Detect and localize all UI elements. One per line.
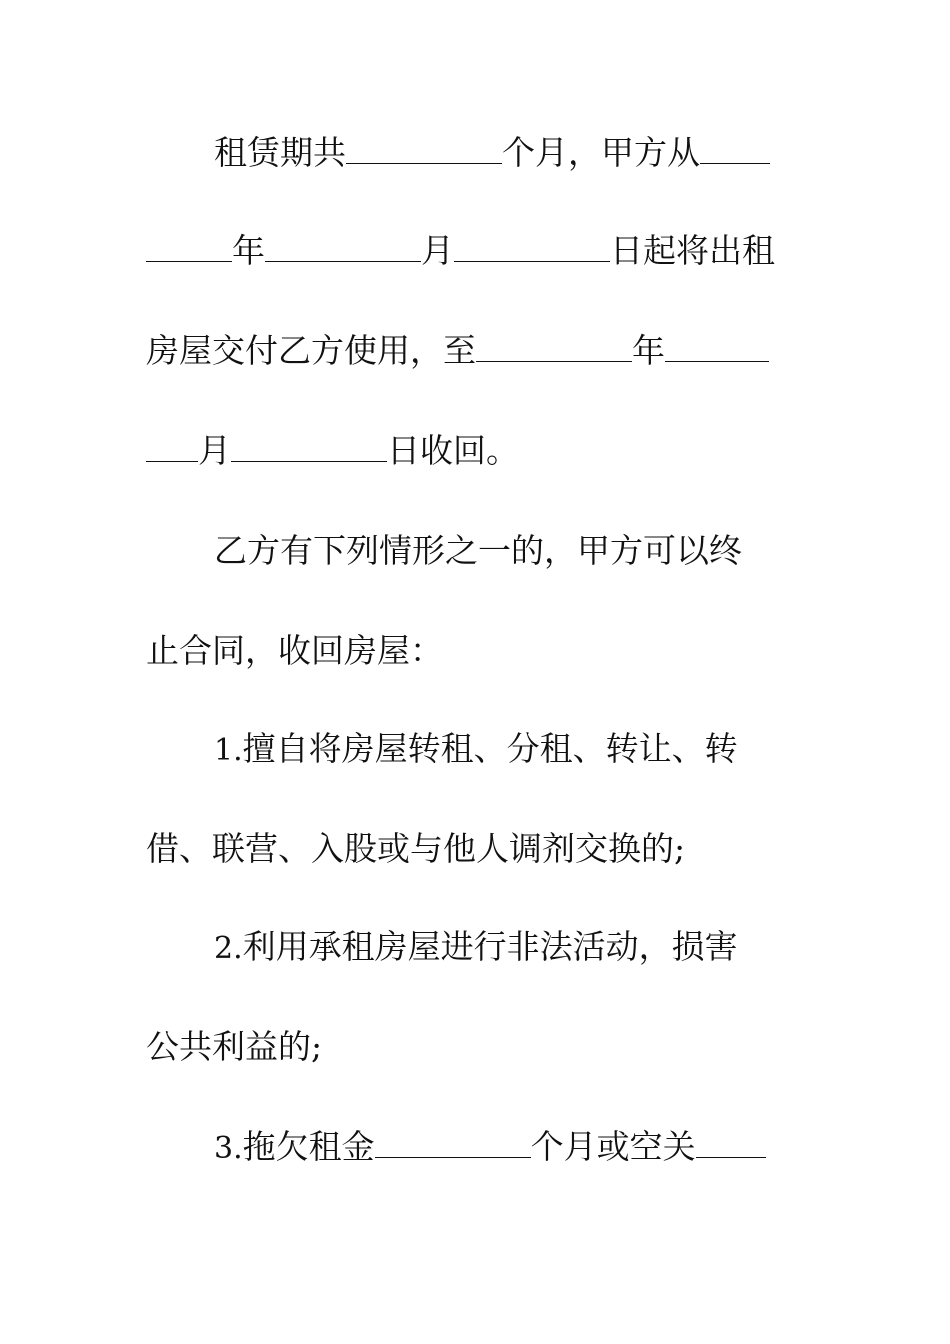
text-segment: 个月，甲方从 (502, 133, 700, 172)
item-3-line-1 (214, 1122, 796, 1172)
text-segment: 房屋交付乙方使用，至 (146, 331, 476, 370)
item-number: 1. (214, 733, 243, 768)
months-blank (346, 135, 502, 164)
text-segment: 拖欠租金 (242, 1127, 375, 1166)
text-segment: 个月或空关 (530, 1127, 696, 1166)
item-1-line-2: 借、联营、入股或与他人调剂交换的; (146, 829, 686, 868)
vacancy-blank (696, 1129, 766, 1158)
lease-term-line-3 (146, 326, 796, 376)
termination-intro-line-1: 乙方有下列情形之一的，甲方可以终 (214, 531, 742, 570)
termination-intro-line-2: 止合同，收回房屋： (146, 631, 443, 670)
end-month-blank-cont (146, 433, 198, 462)
item-2-line-2: 公共利益的; (146, 1027, 323, 1066)
text-segment: 利用承租房屋进行非法活动，损害 (242, 927, 738, 966)
start-year-blank (700, 135, 770, 164)
lease-term-line-1 (214, 128, 796, 178)
arrears-months-blank (375, 1129, 531, 1158)
item-2-line-1 (214, 922, 796, 972)
text-segment: 日收回。 (387, 431, 519, 470)
text-segment: 月 (421, 231, 454, 270)
text-segment: 年 (632, 331, 665, 370)
item-number: 2. (214, 931, 243, 966)
text-segment: 年 (232, 231, 265, 270)
text-segment: 日起将出租 (610, 231, 775, 270)
lease-term-line-4 (146, 426, 796, 476)
item-number: 3. (214, 1131, 243, 1166)
end-year-blank (476, 333, 632, 362)
text-segment: 擅自将房屋转租、分租、转让、转 (242, 729, 738, 768)
text-segment: 月 (198, 431, 231, 470)
start-year-blank-cont (146, 233, 232, 262)
start-day-blank (454, 233, 610, 262)
text-segment: 租赁期共 (214, 133, 346, 172)
start-month-blank (265, 233, 421, 262)
item-1-line-1 (214, 724, 796, 774)
end-month-blank (665, 333, 769, 362)
lease-term-line-2 (146, 226, 796, 276)
end-day-blank (231, 433, 387, 462)
